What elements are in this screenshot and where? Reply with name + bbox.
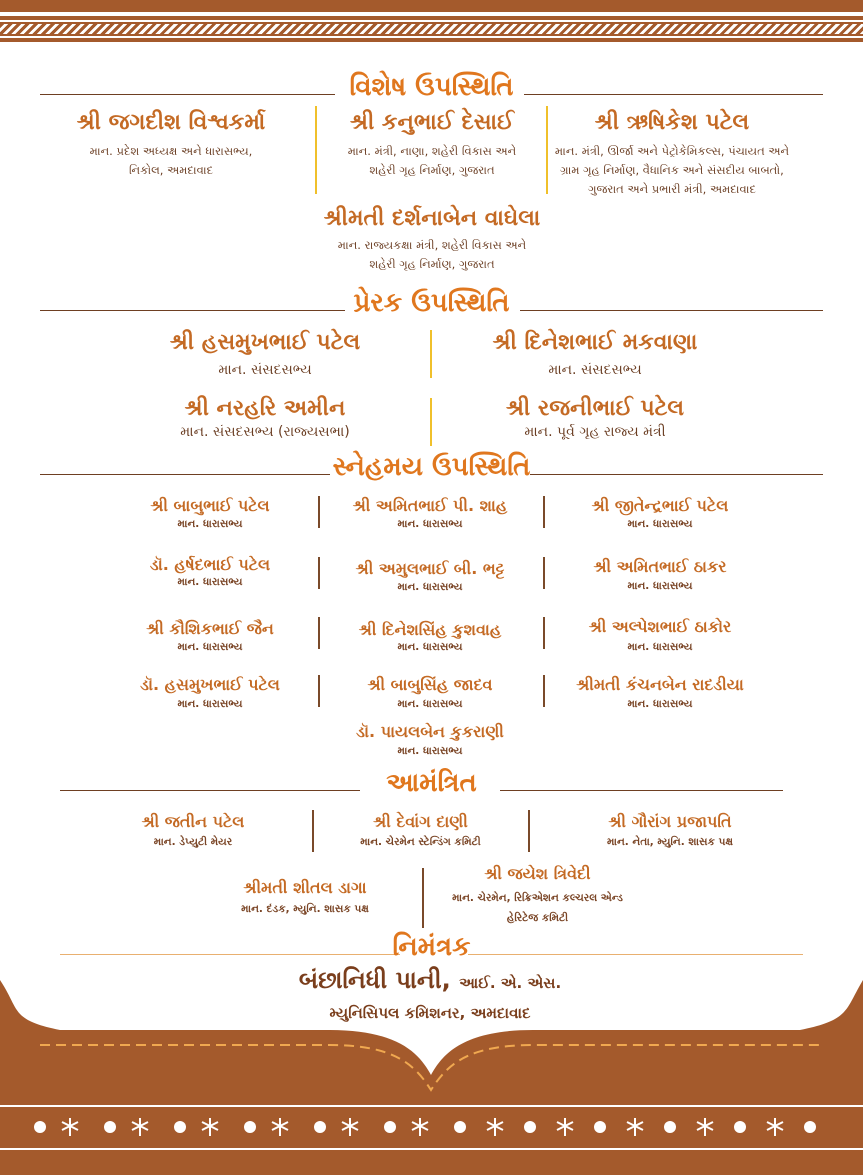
nimantrak-name-line xyxy=(180,966,680,994)
guest-role: માન. ધારાસભ્ય xyxy=(397,518,463,530)
guest-name: શ્રી જયેશ ત્રિવેદી xyxy=(484,864,591,883)
section-heading-prerak xyxy=(40,288,823,328)
guest-name: ડૉ. પાયલબેન કુકરાણી xyxy=(356,722,504,741)
guest-role: માન. ધારાસભ્ય xyxy=(397,581,463,593)
divider xyxy=(318,675,320,707)
guest-role: માન. ધારાસભ્ય xyxy=(397,698,463,710)
guest-role: માન. દંડક, મ્યુનિ. શાસક પક્ષ xyxy=(241,903,369,915)
divider xyxy=(315,106,317,194)
guest-role: માન. નેતા, મ્યુનિ. શાસક પક્ષ xyxy=(606,836,734,848)
nimantrak-suffix: આઈ. એ. એસ. xyxy=(459,974,562,992)
guest-name: શ્રી કૌશિકભાઈ જૈન xyxy=(146,619,274,638)
guest-role: માન. ચેરમેન સ્ટેન્ડિંગ કમિટી xyxy=(360,836,481,848)
guest-name: શ્રી અમિતભાઈ પી. શાહ xyxy=(352,496,508,515)
guest-role: માન. ધારાસભ્ય xyxy=(177,641,243,653)
divider xyxy=(430,330,432,378)
guest-role: માન. ધારાસભ્ય xyxy=(627,518,693,530)
guest-name: શ્રી નરહરિ અમીન xyxy=(184,396,346,421)
guest-name: શ્રી જીતેન્દ્રભાઈ પટેલ xyxy=(591,496,729,515)
divider xyxy=(318,617,320,649)
guest-role: માન. મંત્રી, ઊર્જા અને પેટ્રોકેમિકલ્સ, પંચાયત અને ગ્રામ ગૃહ નિર્માણ, વૈધાનિક અને સંસદીય બાબતો, ગુજરાત અને પ્રભારી મંત્રી, અમદાવાદ xyxy=(554,144,790,196)
guest-role: માન. ધારાસભ્ય xyxy=(177,518,243,530)
divider xyxy=(430,398,432,446)
guest-role: માન. ચેરમેન, રિક્રિએશન કલ્ચરલ એન્ડ હેરિટેજ કમિટી xyxy=(452,892,623,924)
divider xyxy=(543,675,545,707)
section-heading-vishesh xyxy=(40,72,823,112)
guest-name: શ્રી દિનેશસિંહ કુશવાહ xyxy=(358,620,502,639)
guest-name: શ્રી અમિતભાઈ ઠાકર xyxy=(593,557,727,576)
guest-role: માન. ડેપ્યુટી મેયર xyxy=(153,836,233,848)
guest-name: શ્રી અમુલભાઈ બી. ભટ્ટ xyxy=(355,559,505,578)
guest-name: શ્રી કનુભાઈ દેસાઈ xyxy=(350,110,514,135)
section-title: સ્નેહમય ઉપસ્થિતિ xyxy=(332,452,531,482)
guest-role: માન. સંસદસભ્ય xyxy=(218,362,312,378)
guest-name: શ્રી જગદીશ વિશ્વકર્મા xyxy=(76,110,266,135)
divider xyxy=(312,810,314,852)
section-heading-aamantrit xyxy=(40,768,823,808)
guest-name: શ્રી બાબુસિંહ જાદવ xyxy=(367,675,493,694)
guest-name: ડૉ. હસમુખભાઈ પટેલ xyxy=(140,675,280,694)
guest-role: માન. ધારાસભ્ય xyxy=(627,698,693,710)
guest-role: માન. ધારાસભ્ય xyxy=(177,576,243,588)
section-title: નિમંત્રક xyxy=(392,932,471,962)
guest-role: માન. રાજ્યકક્ષા મંત્રી, શહેરી વિકાસ અને શહેરી ગૃહ નિર્માણ, ગુજરાત xyxy=(337,238,527,271)
guest-name: શ્રી જતીન પટેલ xyxy=(141,812,245,831)
divider xyxy=(543,496,545,528)
guest-name: શ્રી હસમુખભાઈ પટેલ xyxy=(169,330,361,355)
guest-role: માન. પ્રદેશ અધ્યક્ષ અને ધારાસભ્ય, નિકોલ, અમદાવાદ xyxy=(89,144,253,177)
section-title: આમંત્રિત xyxy=(386,768,477,798)
guest-name: શ્રી અલ્પેશભાઈ ઠાકોર xyxy=(588,617,732,636)
guest-name: ડૉ. હર્ષદભાઈ પટેલ xyxy=(149,555,271,574)
guest-name: શ્રી બાબુભાઈ પટેલ xyxy=(150,496,270,515)
guest-role: માન. મંત્રી, નાણા, શહેરી વિકાસ અને શહેરી ગૃહ નિર્માણ, ગુજરાત xyxy=(347,144,517,177)
guest-name: શ્રી ઋષિકેશ પટેલ xyxy=(594,110,750,135)
guest-name: શ્રીમતી કંચનબેન રાદડીયા xyxy=(576,675,744,694)
guest-name: શ્રી દિનેશભાઈ મકવાણા xyxy=(492,330,698,355)
guest-role: માન. ધારાસભ્ય xyxy=(627,641,693,653)
guest-role: માન. પૂર્વ ગૃહ રાજ્ય મંત્રી xyxy=(524,424,666,440)
guest-role: માન. સંસદસભ્ય (રાજ્યસભા) xyxy=(180,424,350,440)
divider xyxy=(543,557,545,589)
guest-role: માન. ધારાસભ્ય xyxy=(397,745,463,757)
top-decorative-border xyxy=(0,0,863,46)
guest-name: શ્રીમતી દર્શનાબેન વાઘેલા xyxy=(323,206,541,231)
divider xyxy=(546,106,548,194)
section-title: પ્રેરક ઉપસ્થિતિ xyxy=(353,288,510,318)
nimantrak-role: મ્યુનિસિપલ કમિશનર, અમદાવાદ xyxy=(329,1004,531,1022)
guest-name: શ્રી ગૌરાંગ પ્રજાપતિ xyxy=(608,812,732,831)
guest-role: માન. ધારાસભ્ય xyxy=(177,698,243,710)
divider xyxy=(318,496,320,528)
guest-role: માન. સંસદસભ્ય xyxy=(548,362,642,378)
divider xyxy=(528,810,530,852)
section-heading-snehmay xyxy=(40,452,823,492)
guest-name: શ્રી દેવાંગ દાણી xyxy=(373,812,468,831)
divider xyxy=(422,868,424,928)
guest-role: માન. ધારાસભ્ય xyxy=(397,641,463,653)
divider xyxy=(318,557,320,589)
guest-role: માન. ધારાસભ્ય xyxy=(627,580,693,592)
nimantrak-name: બંછાનિધી પાની, xyxy=(298,966,451,994)
section-title: વિશેષ ઉપસ્થિતિ xyxy=(349,72,514,102)
guest-name: શ્રી રજનીભાઈ પટેલ xyxy=(505,396,685,421)
divider xyxy=(543,617,545,649)
guest-name: શ્રીમતી શીતલ ડાગા xyxy=(243,878,367,897)
